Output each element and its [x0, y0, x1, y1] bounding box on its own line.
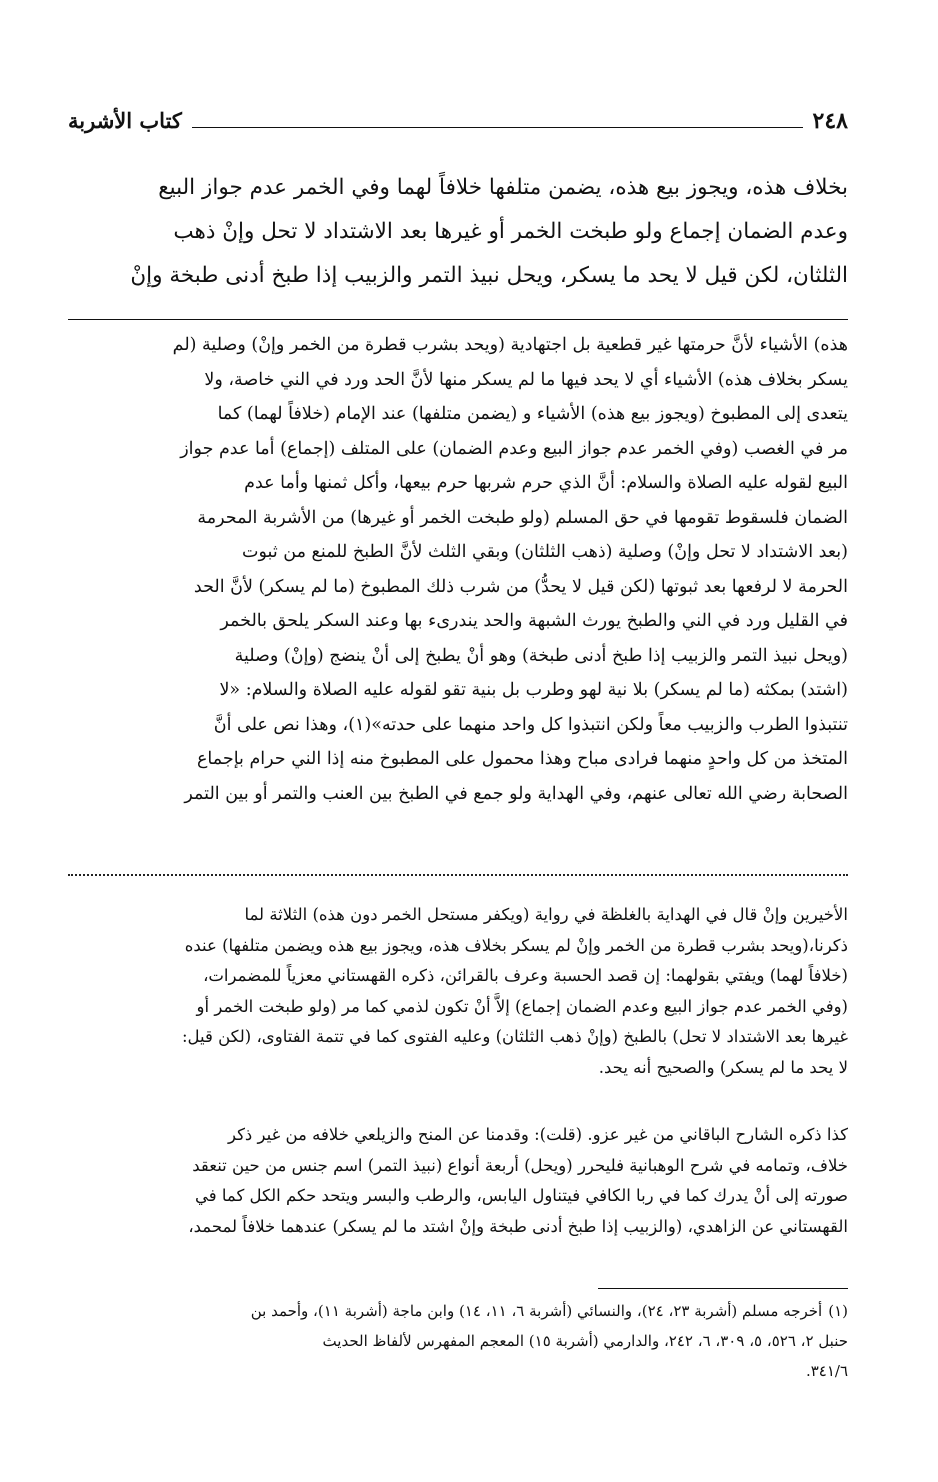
- main-text-line: وعدم الضمان إجماع ولو طبخت الخمر أو غيرها بعد الاشتداد لا تحل وإنْ ذهب: [173, 219, 848, 244]
- footnote-line: [68, 1296, 848, 1326]
- commentary-line: البيع لقوله عليه الصلاة والسلام: أنَّ الذي حرم شربها حرم بيعها، وأكل ثمنها وأما عدم: [244, 473, 848, 493]
- gloss-text: [68, 900, 848, 1083]
- main-text-line: بخلاف هذه، ويجوز بيع هذه، يضمن متلفها خلافاً لهما وفي الخمر عدم جواز البيع: [158, 175, 848, 200]
- commentary-line: المتخذ من كل واحدٍ منهما فرادى مباح وهذا محمول على المطبوخ منه إذا الني حرام بإجماع: [196, 749, 848, 769]
- page-header: [68, 100, 848, 136]
- commentary-line: (اشتد) بمكثه (ما لم يسكر) بلا نية لهو وطرب بل بنية تقو لقوله عليه الصلاة والسلام: «لا: [219, 680, 848, 700]
- commentary-line: الضمان فلسقوط تقومها في حق المسلم (ولو طبخت الخمر أو غيرها) من الأشربة المحرمة: [197, 507, 848, 528]
- commentary-line: هذه) الأشياء لأنَّ حرمتها غير قطعية بل اجتهادية (ويحد بشرب قطرة من الخمر وإنْ) وصلية (لم: [172, 335, 848, 355]
- gloss-line: ذكرنا،(ويحد بشرب قطرة من الخمر وإنْ لم يسكر بخلاف هذه، ويجوز بيع هذه ويضمن متلفها) عنده: [184, 935, 848, 955]
- footnote-line: ٣٤١/٦.: [805, 1362, 848, 1380]
- footnote-line: حنبل ٢، ٥٢٦، ٥، ٣٠٩، ٦، ٢٤٢، والدارمي (أشربة ١٥) المعجم المفهرس لألفاظ الحديث: [322, 1332, 848, 1350]
- gloss-continuation: [68, 1120, 848, 1242]
- gloss-line: القهستاني عن الزاهدي، (والزبيب إذا طبخ أدنى طبخة وإنْ اشتد ما لم يسكر) عندهما خلافاً لمحمد،: [188, 1216, 848, 1236]
- commentary-line: مر في الغصب (وفي الخمر عدم جواز البيع وعدم الضمان) على المتلف (إجماع) أما عدم جواز: [180, 438, 848, 459]
- gloss-line: (خلافاً لهما) ويفتي بقولهما: إن قصد الحسبة وعرف بالقرائن، ذكره القهستاني معزياً للمضمرات،: [203, 966, 848, 985]
- commentary-line: (ويحل نبيذ التمر والزبيب إذا طبخ أدنى طبخة) وهو أنْ يطبخ إلى أنْ ينضج (وإنْ) وصلية: [234, 645, 848, 666]
- commentary-line: في القليل ورد في الني والطبخ يورث الشبهة والحد يندرىء بها وعند السكر يلحق بالخمر: [220, 611, 848, 631]
- gloss-line: صورته إلى أنْ يدرك كما في ربا الكافي فيتناول اليابس، والرطب والبسر ويتحد حكم الكل كما في: [195, 1186, 848, 1205]
- header-rule: [192, 127, 803, 128]
- gloss-line: لا يحد ما لم يسكر) والصحيح أنه يحد.: [598, 1057, 848, 1077]
- footnote-divider: [598, 1288, 848, 1289]
- gloss-line: خلاف، وتمامه في شرح الوهبانية فليحرر (ويحل) أربعة أنواع (نبيذ التمر) اسم جنس من حين تنعقد: [192, 1155, 848, 1175]
- gloss-line: غيرها بعد الاشتداد لا تحل) بالطبخ (وإنْ ذهب الثلثان) وعليه الفتوى كما في تتمة الفتاوى، (لكن قيل:: [181, 1027, 848, 1046]
- commentary-line: تنتبذوا الطرب والزبيب معاً ولكن انتبذوا كل واحد منهما على حدته»(١)، وهذا نص على أنَّ: [213, 714, 848, 735]
- gloss-line: كذا ذكره الشارح الباقاني من غير عزو. (قلت): وقدمنا عن المنح والزيلعي خلافه من غير ذكر: [227, 1125, 848, 1144]
- main-text-line: الثلثان، لكن قيل لا يحد ما يسكر، ويحل نبيذ التمر والزبيب إذا طبخ أدنى طبخة وإنْ: [130, 263, 848, 288]
- commentary-line: (بعد الاشتداد لا تحل وإنْ) وصلية (ذهب الثلثان) وبقي الثلث لأنَّ الطبخ للمنع من ثبوت: [242, 542, 848, 562]
- gloss-line: (وفي الخمر عدم جواز البيع وعدم الضمان إجماع) إلاَّ أنْ تكون لذمي كما مر (ولو طبخت الخمر أو: [196, 996, 848, 1016]
- commentary-line: الصحابة رضي الله تعالى عنهم، وفي الهداية ولو جمع في الطبخ بين العنب والتمر أو بين التمر: [184, 783, 848, 804]
- page-number: ٢٤٨: [812, 108, 848, 134]
- footnote: [68, 1296, 848, 1386]
- document-page: [68, 100, 848, 1420]
- gloss-line: الأخيرين وإنْ قال في الهداية بالغلظة في رواية (ويكفر مستحل الخمر دون هذه) الثلاثة لما: [244, 905, 848, 924]
- footnote-marker: (١): [828, 1302, 848, 1320]
- commentary-line: الحرمة لا لرفعها بعد ثبوتها (لكن قيل لا يحدُّ) من شرب ذلك المطبوخ (ما لم يسكر) لأنَّ الحد: [193, 576, 848, 597]
- book-title: كتاب الأشربة: [68, 108, 182, 133]
- dotted-divider: [68, 874, 848, 892]
- commentary-line: يتعدى إلى المطبوخ (ويجوز بيع هذه) الأشياء و (يضمن متلفها) عند الإمام (خلافاً لهما) كما: [217, 404, 848, 424]
- footnote-text: أخرجه مسلم (أشربة ٢٣، ٢٤)، والنسائي (أشربة ٦، ١١، ١٤) وابن ماجة (أشربة ١١)، وأحمد بن: [250, 1302, 823, 1320]
- commentary-text: [68, 328, 848, 811]
- commentary-line: يسكر بخلاف هذه) الأشياء أي لا يحد فيها ما لم يسكر منها لأنَّ الحد ورد في الني خاصة، ولا: [204, 369, 848, 390]
- main-text-divider: [68, 319, 848, 320]
- main-text: [68, 166, 848, 298]
